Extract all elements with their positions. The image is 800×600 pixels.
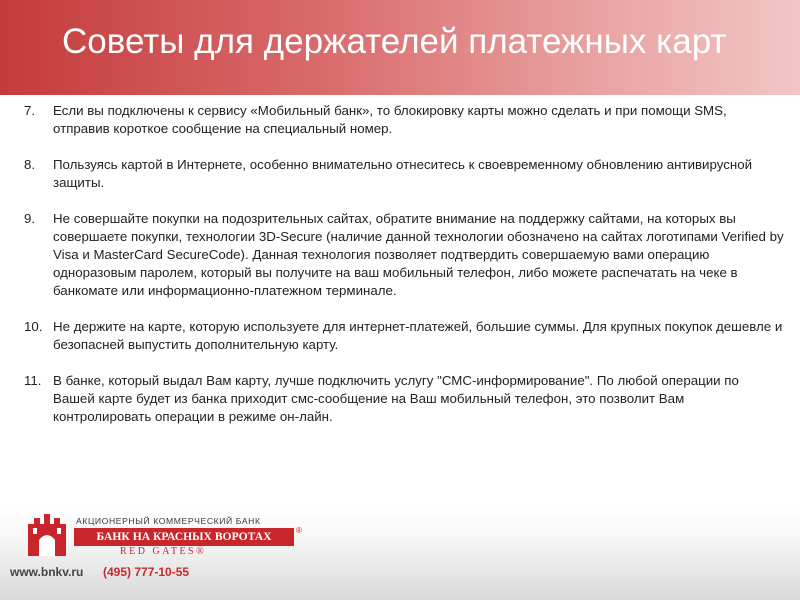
- registered-mark: ®: [296, 526, 302, 535]
- bank-name-latin: RED GATES®: [120, 546, 207, 557]
- item-number: 9.: [24, 211, 36, 226]
- list-item: [24, 156, 784, 192]
- item-text: Не держите на карте, которую используете для интернет-платежей, большие суммы. Для крупных покупок дешевле и безопасней выпустить дополнительную карту.: [53, 319, 783, 352]
- bank-gate-logo-icon: [26, 512, 68, 558]
- item-text: Если вы подключены к сервису «Мобильный банк», то блокировку карты можно сделать и при помощи SMS, отправив короткое сообщение на специальный номер.: [53, 103, 727, 136]
- title-bar: [0, 0, 800, 95]
- bank-name: БАНК НА КРАСНЫХ ВОРОТАХ: [74, 528, 294, 546]
- item-number: 10.: [24, 319, 43, 334]
- item-text: Не совершайте покупки на подозрительных сайтах, обратите внимание на поддержку сайтами, на которых вы совершаете покупки, технологии 3D-Secure (наличие данной технологии обозначено на сайтах логотипами Verified by Visa и MasterCard SecureCode). Данная технология позволяет подтвердить совершаемую вами операцию одноразовым паролем, который вы получите на ваш мобильный телефон, либо можете распечатать на чеке в банкомате или информационно-платежном терминале.: [53, 211, 784, 298]
- list-item: [24, 372, 784, 426]
- item-number: 8.: [24, 157, 36, 172]
- list-item: [24, 102, 784, 138]
- phone-number: (495) 777-10-55: [103, 565, 190, 579]
- item-number: 11.: [24, 373, 42, 388]
- bank-descriptor: АКЦИОНЕРНЫЙ КОММЕРЧЕСКИЙ БАНК: [76, 516, 261, 526]
- list-item: [24, 210, 784, 300]
- item-text: В банке, который выдал Вам карту, лучше подключить услугу "СМС-информирование". По любой операции по Вашей карте будет из банка приходит смс-сообщение на Ваш мобильный телефон, это позволит Вам контролировать операции в режиме он-лайн.: [53, 373, 739, 424]
- slide-title: Советы для держателей платежных карт: [62, 22, 727, 61]
- list-item: [24, 318, 784, 354]
- tips-list: [24, 102, 784, 444]
- item-text: Пользуясь картой в Интернете, особенно внимательно отнеситесь к своевременному обновлению антивирусной защиты.: [53, 157, 753, 190]
- website-link[interactable]: www.bnkv.ru: [10, 565, 84, 579]
- item-number: 7.: [24, 103, 36, 118]
